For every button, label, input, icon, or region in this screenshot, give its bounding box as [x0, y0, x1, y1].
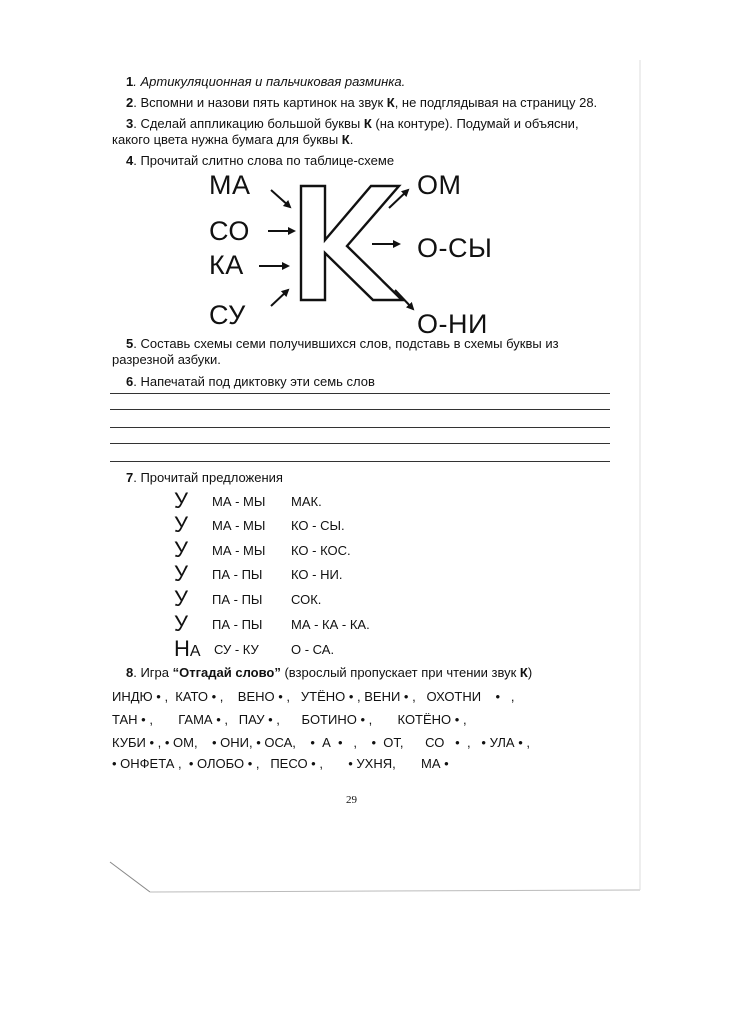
- page-number: 29: [346, 794, 357, 806]
- sentence-word: ПА - ПЫ: [212, 592, 263, 607]
- task-3-text-1: . Сделай аппликацию большой буквы: [133, 116, 364, 131]
- task-3-number: 3: [126, 116, 134, 131]
- sentence-word: МА - МЫ: [212, 518, 266, 533]
- sentence-word: О - СА.: [291, 642, 335, 657]
- task-3-text-2b: .: [349, 132, 354, 147]
- sentence-word: МА - МЫ: [212, 543, 266, 558]
- scheme-right-oni: О-НИ: [417, 309, 488, 339]
- task-4-number: 4: [126, 153, 134, 168]
- task-4-text: . Прочитай слитно слова по таблице-схеме: [133, 153, 395, 168]
- task-3-letter-2: К: [341, 132, 350, 147]
- sentence-word: КО - СЫ.: [291, 518, 345, 533]
- task-7-text: . Прочитай предложения: [133, 470, 283, 485]
- game-line-2: ТАН • , ГАМА • , ПАУ • , БОТИНО • , КОТЁНО • ,: [112, 712, 467, 727]
- task-6-number: 6: [126, 374, 134, 389]
- task-8-letter: К: [519, 665, 528, 680]
- scheme-left-ma: МА: [209, 170, 251, 200]
- task-2-letter: К: [386, 95, 395, 110]
- sentence-word: КО - НИ.: [291, 567, 343, 582]
- scheme-right-om: ОМ: [417, 170, 462, 200]
- task-2-number: 2: [126, 95, 134, 110]
- sentence-initial: У: [174, 537, 188, 562]
- task-8-text-2: (взрослый пропускает при чтении звук: [280, 665, 520, 680]
- sentence-initial: У: [174, 512, 188, 537]
- task-8-text: . Игра: [133, 665, 173, 680]
- sentence-word: МА - КА - КА.: [291, 617, 370, 632]
- sentence-word: КО - КОС.: [291, 543, 351, 558]
- scheme-left-ka: КА: [209, 250, 244, 280]
- task-5-number: 5: [126, 336, 134, 351]
- sentence-word: МА - МЫ: [212, 494, 266, 509]
- game-line-3: КУБИ • , • ОМ, • ОНИ, • ОСА, • А • , • ОТ, СО • , • УЛА • ,: [112, 735, 530, 750]
- sentence-word: ПА - ПЫ: [212, 617, 263, 632]
- task-1-number: 1: [126, 74, 134, 89]
- sentence-initial: У: [174, 561, 188, 586]
- sentence-initial: У: [174, 611, 188, 636]
- sentence-initial: У: [174, 488, 188, 513]
- sentence-initial-big: Н: [174, 636, 190, 661]
- sentence-word: СОК.: [291, 592, 322, 607]
- task-5-line-2: разрезной азбуки.: [112, 352, 221, 367]
- scheme-right-osy: О-СЫ: [417, 233, 493, 263]
- sentence-initial: У: [174, 586, 188, 611]
- game-line-4: • ОНФЕТА , • ОЛОБО • , ПЕСО • , • УХНЯ, МА •: [112, 756, 449, 771]
- task-5-text-1: . Составь схемы семи получившихся слов, подставь в схемы буквы из: [133, 336, 559, 351]
- game-line-1: ИНДЮ • , КАТО • , ВЕНО • , УТЁНО • , ВЕНИ • , ОХОТНИ • ,: [112, 689, 515, 704]
- task-8-text-3: ): [527, 665, 533, 680]
- task-8-game-name: “Отгадай слово”: [172, 665, 281, 680]
- sentence-word: ПА - ПЫ: [212, 567, 263, 582]
- task-3-letter-1: К: [363, 116, 372, 131]
- scheme-left-su: СУ: [209, 300, 246, 330]
- task-3-text-1b: (на контуре). Подумай и объясни,: [371, 116, 579, 131]
- sentence-word: МАК.: [291, 494, 322, 509]
- task-8-number: 8: [126, 665, 134, 680]
- task-2-text: . Вспомни и назови пять картинок на звук: [133, 95, 387, 110]
- task-7-number: 7: [126, 470, 134, 485]
- sentence-word: СУ - КУ: [214, 642, 259, 657]
- scheme-left-so: СО: [209, 216, 250, 246]
- task-2-text-end: , не подглядывая на страницу 28.: [394, 95, 598, 110]
- task-6-text: . Напечатай под диктовку эти семь слов: [133, 374, 375, 389]
- task-3-text-2: какого цвета нужна бумага для буквы: [112, 132, 342, 147]
- sentence-initial-small: А: [189, 643, 201, 660]
- task-1-text: . Артикуляционная и пальчиковая разминка.: [133, 74, 406, 89]
